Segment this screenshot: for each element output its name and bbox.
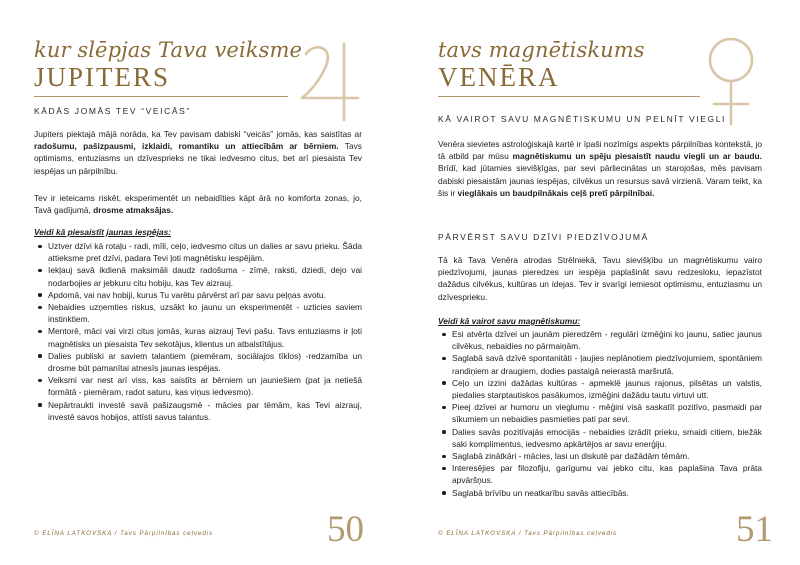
list-item: Nepārtraukti investē savā pašizaugsmē - mācies par tēmām, kas Tevi aizrauj, investē savos hobijos, attīsti savus talantus. bbox=[37, 399, 362, 423]
text-segment: Tavs optimisms, entuziasms un dzīvesprieks ne tikai iedvesmo citus, bet arī piesaista Tev iespējas un pārpilnību. bbox=[34, 141, 362, 176]
list-item: Saglabā savā dzīvē spontanitāti - ļaujies neplānotiem piedzīvojumiem, spontāniem randiņiem ar draugiem, dodies pastaigā neierastā maršrutā. bbox=[441, 352, 762, 376]
magnetism-list bbox=[441, 328, 762, 499]
adventure-paragraph bbox=[438, 254, 762, 303]
list-title: Veidi kā vairot savu magnētiskumu: bbox=[438, 316, 581, 326]
list-item: Apdomā, vai nav hobiji, kurus Tu varētu pārvērst arī par savu peļņas avotu. bbox=[37, 289, 362, 301]
text-segment: Tev ir ieteicams riskēt, eksperimentēt un nebaidīties kāpt ārā no komforta zonas, jo, Tavā gadījumā, bbox=[34, 193, 362, 216]
intro-paragraph bbox=[438, 138, 762, 199]
page-number: 51 bbox=[736, 509, 773, 550]
title-divider bbox=[438, 96, 700, 97]
page-subtitle: kur slēpjas Tava veiksme bbox=[34, 38, 303, 62]
right-page bbox=[400, 0, 800, 565]
list-title: Veidi kā piesaistīt jaunas iespējas: bbox=[34, 227, 172, 237]
emphasis-text: drosme atmaksājas. bbox=[93, 205, 174, 216]
opportunities-list bbox=[37, 240, 362, 423]
list-item: Dalies publiski ar saviem talantiem (piemēram, sociālajos tīklos) -redzamība un drosme būt pamanītai atnesīs jaunas iespējas. bbox=[37, 350, 362, 374]
text-segment: Brīdī, kad jūtamies sievišķīgas, par sevi pārliecinātas un starojošas, mēs pavisam dabiski piesaistām jaunas iespējas, cilvēkus un resursus savā virzienā. Varam teikt, ka šis ir bbox=[438, 163, 762, 198]
intro-paragraph bbox=[34, 128, 362, 177]
page-number: 50 bbox=[327, 509, 364, 550]
list-item: Dalies savās pozitīvajās emocijās - nebaidies izrādīt prieku, smaidi citiem, biežāk saki komplimentus, iedvesmo apkārtējos ar savu enerģiju. bbox=[441, 426, 762, 450]
list-item: Ceļo un izzini dažādas kultūras - apmeklē jaunus rajonus, pilsētas un valstis, piedalies starptautiskos pasākumos, izmēģini dažādu tautu virtuvi utt. bbox=[441, 377, 762, 401]
list-item: Esi atvērta dzīvei un jaunām pieredzēm - regulāri izmēģini ko jaunu, satiec jaunus cilvēkus, nebaidies no pārmaiņām. bbox=[441, 328, 762, 352]
title-divider bbox=[34, 96, 288, 97]
emphasis-text: radošumu, pašizpausmi, izklaidi, romantiku un attiecībām ar bērniem. bbox=[34, 141, 339, 152]
text-segment: Venēra sievietes astroloģiskajā kartē ir īpaši nozīmīgs aspekts pārpilnības kontekstā, jo tā atbild par mūsu bbox=[438, 139, 762, 162]
section-heading: KĀDĀS JOMĀS TEV “VEICĀS” bbox=[34, 106, 191, 116]
list-item: Interesējies par filozofiju, garīgumu vai jebko citu, kas paplašina Tava prāta apvāršņus. bbox=[441, 462, 762, 486]
page-title: VENĒRA bbox=[438, 62, 560, 92]
list-item: Pieej dzīvei ar humoru un vieglumu - mēģini visā saskatīt pozitīvo, pasmaidi par sīkumiem un nebaidies pasmieties pati par sevi. bbox=[441, 401, 762, 425]
emphasis-text: magnētiskumu un spēju piesaistīt naudu viegli un ar baudu. bbox=[512, 151, 762, 162]
section-heading-2: PĀRVĒRST SAVU DZĪVI PIEDZĪVOJUMĀ bbox=[438, 232, 649, 242]
footer-credit: © ELĪNA LATKOVSKA / Tavs Pārpilnības ceļvedis bbox=[34, 530, 214, 537]
section-heading: KĀ VAIROT SAVU MAGNĒTISKUMU UN PELNĪT VIEGLI bbox=[438, 114, 726, 124]
footer-credit: © ELĪNA LATKOVSKA / Tavs Pārpilnības ceļvedis bbox=[438, 530, 618, 537]
list-item: Saglabā zinātkāri - mācies, lasi un diskutē par dažādām tēmām. bbox=[441, 450, 762, 462]
text-segment: Jupiters piektajā mājā norāda, ka Tev pavisam dabiski “veicās” jomās, kas saistītas ar bbox=[34, 129, 362, 139]
jupiter-symbol-icon bbox=[298, 40, 364, 122]
page-title: JUPITERS bbox=[34, 62, 171, 92]
text-segment: Tā kā Tava Venēra atrodas Strēlniekā, Tavu sievišķību un magnētiskumu vairo piedzīvojumi, jaunas pieredzes un iespēja paplašināt savu redzesloku, iepazīstot dažādus cilvēkus, kultūras un idejas. Tev ir svarīgi iemiesot optimismu, entuziasmu un dzīvesprieku. bbox=[438, 255, 762, 302]
page-subtitle: tavs magnētiskums bbox=[438, 38, 645, 62]
list-item: Saglabā brīvību un neatkarību savās attiecībās. bbox=[441, 487, 762, 499]
list-item: Nebaidies uzņemties riskus, uzsākt ko jaunu un eksperimentēt - uzticies saviem instinktiem. bbox=[37, 301, 362, 325]
emphasis-text: vieglākais un baudpilnākais ceļš pretī pārpilnībai. bbox=[457, 187, 655, 198]
list-item: Veiksmi var nest arī viss, kas saistīts ar bērniem un jauniešiem (pat ja netiešā formātā - piemēram, radot saturu, kas viņus iedvesmo). bbox=[37, 374, 362, 398]
list-item: Mentorē, māci vai virzi citus jomās, kuras aizrauj Tevi pašu. Tavs entuziasms ir ļoti magnētisks un piesaista Tev sekotājus, klientus un atbalstītājus. bbox=[37, 325, 362, 349]
risk-paragraph bbox=[34, 192, 362, 216]
list-item: Uztver dzīvi kā rotaļu - radi, mīli, ceļo, iedvesmo citus un dalies ar savu prieku. Šāda attieksme pret dzīvi, padara Tevi ļoti magnētisku iespējām. bbox=[37, 240, 362, 264]
list-item: Iekļauj savā ikdienā maksimāli daudz radošuma - zīmē, raksti, dziedi, dejo vai nodarbojies ar jebkuru citu hobiju, kas Tev aizrauj. bbox=[37, 264, 362, 288]
